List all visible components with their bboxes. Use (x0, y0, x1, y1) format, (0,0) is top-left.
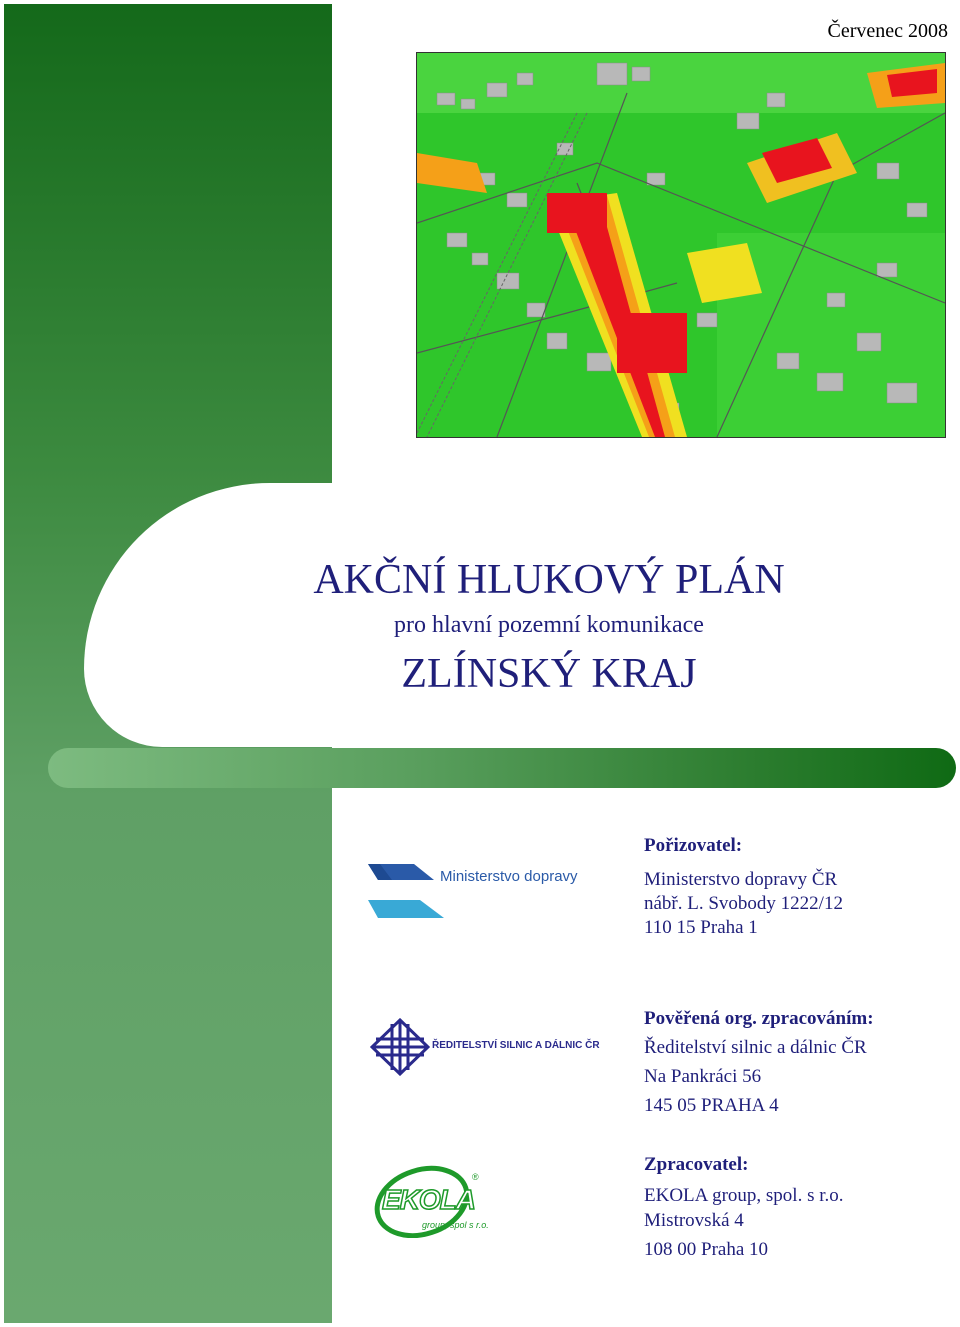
processor-line: EKOLA group, spol. s r.o. (644, 1185, 844, 1206)
delegated-line: Na Pankráci 56 (644, 1066, 762, 1087)
processor-block (644, 1152, 844, 1262)
ministry-of-transport-logo (368, 860, 608, 924)
noise-map-image (416, 52, 946, 438)
document-region: ZLÍNSKÝ KRAJ (401, 651, 697, 697)
delegated-block (644, 1004, 874, 1120)
procurer-line: nábř. L. Svobody 1222/12 (644, 893, 843, 914)
delegated-line: Ředitelství silnic a dálnic ČR (644, 1037, 867, 1058)
ministry-logo-text: Ministerstvo dopravy (440, 868, 578, 885)
ekola-logo-subtext: group, spol s r.o. (422, 1220, 489, 1230)
document-title: AKČNÍ HLUKOVÝ PLÁN (313, 557, 785, 603)
processor-heading: Zpracovatel: (644, 1154, 749, 1175)
procurer-line: 110 15 Praha 1 (644, 917, 758, 938)
registered-mark: ® (472, 1172, 479, 1182)
delegated-heading: Pověřená org. zpracováním: (644, 1008, 874, 1029)
rsd-logo-text: ŘEDITELSTVÍ SILNIC A DÁLNIC ČR (432, 1040, 600, 1051)
ekola-logo (372, 1158, 498, 1238)
processor-line: 108 00 Praha 10 (644, 1239, 769, 1260)
processor-line: Mistrovská 4 (644, 1210, 744, 1231)
delegated-line: 145 05 PRAHA 4 (644, 1095, 779, 1116)
procurer-line: Ministerstvo dopravy ČR (644, 869, 838, 890)
rsd-logo (370, 1018, 610, 1076)
ekola-logo-text: EKOLA (382, 1184, 475, 1215)
document-subtitle: pro hlavní pozemní komunikace (394, 612, 704, 638)
document-date: Červenec 2008 (827, 20, 948, 42)
procurer-block (644, 834, 843, 940)
decorative-band (48, 748, 956, 788)
procurer-heading: Pořizovatel: (644, 835, 743, 856)
